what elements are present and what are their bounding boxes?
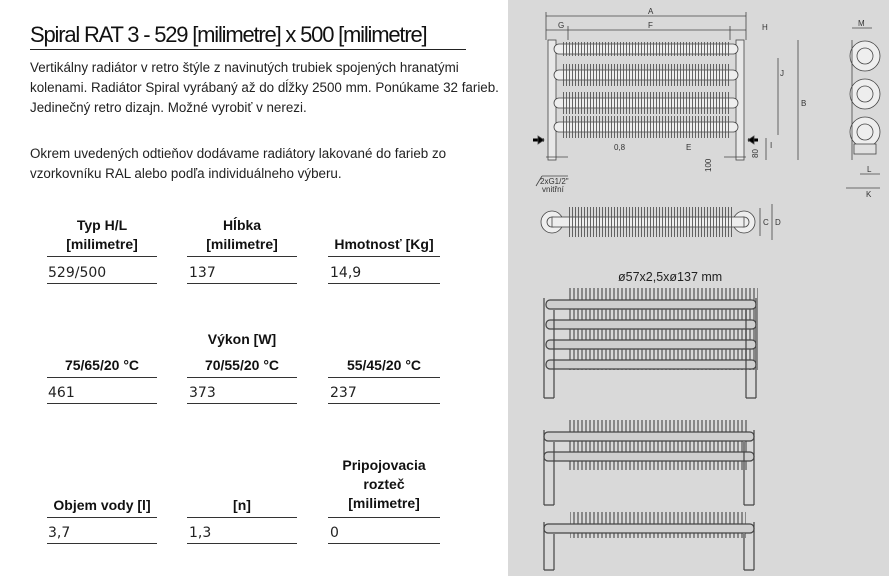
t3-value: 237 bbox=[330, 385, 357, 401]
tube-caption: ø57x2,5xø137 mm bbox=[618, 270, 723, 284]
hlbka-value-rule bbox=[187, 283, 297, 284]
hlbka-header-line1: Hĺbka bbox=[222, 217, 262, 233]
objem-header: Objem vody [l] bbox=[53, 497, 151, 513]
title-underline bbox=[30, 49, 466, 50]
objem-value-rule bbox=[47, 543, 157, 544]
typ-value: 529/500 bbox=[48, 265, 107, 281]
roztec-header bbox=[328, 456, 440, 513]
dim-c-label: C bbox=[763, 218, 769, 227]
t1-header-rule bbox=[47, 377, 157, 378]
dim-e-label: E bbox=[686, 143, 692, 152]
thread-label: 2xG1/2" bbox=[540, 177, 569, 186]
n-header: [n] bbox=[233, 497, 251, 513]
t3-header-rule bbox=[328, 377, 440, 378]
t3-header: 55/45/20 °C bbox=[346, 357, 422, 373]
vykon-header: Výkon [W] bbox=[207, 331, 277, 347]
description-ral: Okrem uvedených odtieňov dodávame radiátory lakované do farieb zo vzorkovníku RAL alebo podľa individuálneho výberu. bbox=[30, 146, 447, 181]
height-100-label: 100 bbox=[704, 158, 713, 172]
roztec-value: 0 bbox=[330, 525, 339, 541]
roztec-value-rule bbox=[328, 543, 440, 544]
hlbka-header-line2: [milimetre] bbox=[206, 236, 278, 252]
typ-header-rule bbox=[47, 256, 157, 257]
t2-header: 70/55/20 °C bbox=[204, 357, 280, 373]
t2-value: 373 bbox=[189, 385, 216, 401]
plan-view bbox=[541, 204, 772, 240]
dim-f-label: F bbox=[648, 21, 653, 30]
hmotnost-value: 14,9 bbox=[330, 265, 362, 281]
dim-a-label: A bbox=[648, 7, 654, 16]
hmotnost-header-rule bbox=[328, 256, 440, 257]
gap-label: 0,8 bbox=[614, 143, 626, 152]
n-value: 1,3 bbox=[189, 525, 212, 541]
dim-g-label: G bbox=[558, 21, 565, 30]
dim-i-label: I bbox=[770, 141, 773, 150]
t1-header: 75/65/20 °C bbox=[64, 357, 140, 373]
technical-drawing bbox=[508, 0, 889, 576]
t1-value: 461 bbox=[48, 385, 75, 401]
dim-m-label: M bbox=[858, 19, 865, 28]
dim-b-label: B bbox=[801, 99, 807, 108]
n-header-rule bbox=[187, 517, 297, 518]
objem-value: 3,7 bbox=[48, 525, 71, 541]
objem-header-rule bbox=[47, 517, 157, 518]
dim-l-label: L bbox=[867, 165, 872, 174]
typ-header-line2: [milimetre] bbox=[66, 236, 138, 252]
typ-value-rule bbox=[47, 283, 157, 284]
roztec-header-line2: rozteč bbox=[363, 476, 405, 492]
roztec-header-line1: Pripojovacia bbox=[342, 457, 426, 473]
t1-value-rule bbox=[47, 403, 157, 404]
hlbka-header bbox=[187, 216, 297, 254]
roztec-header-line3: [milimetre] bbox=[348, 495, 420, 511]
n-value-rule bbox=[187, 543, 297, 544]
hmotnost-header: Hmotnosť [Kg] bbox=[334, 236, 434, 252]
technical-drawing-panel bbox=[508, 0, 889, 576]
thread-label-2: vnitřní bbox=[542, 185, 564, 194]
radiator-photo-medium bbox=[544, 420, 754, 505]
height-80-label: 80 bbox=[751, 149, 760, 158]
dim-k-label: K bbox=[866, 190, 872, 199]
typ-header-line1: Typ H/L bbox=[76, 217, 128, 233]
description: Vertikálny radiátor v retro štýle z navinutých trubiek spojených hranatými kolenami. Radiátor Spiral vyrábaný až do dĺžky 2500 mm. Ponúkame 32 farieb. Jedinečný retro dizajn. Možné vyrobiť v nerezi. bbox=[30, 60, 499, 115]
t2-header-rule bbox=[187, 377, 297, 378]
side-view bbox=[846, 28, 880, 188]
dim-j-label: J bbox=[780, 69, 784, 78]
hlbka-value: 137 bbox=[189, 265, 216, 281]
radiator-photo-large bbox=[544, 288, 758, 398]
hlbka-header-rule bbox=[187, 256, 297, 257]
dim-h-label: H bbox=[762, 23, 768, 32]
t2-value-rule bbox=[187, 403, 297, 404]
front-elevation bbox=[533, 12, 798, 186]
hmotnost-value-rule bbox=[328, 283, 440, 284]
roztec-header-rule bbox=[328, 517, 440, 518]
product-title: Spiral RAT 3 - 529 [milimetre] x 500 [milimetre] bbox=[30, 22, 427, 47]
t3-value-rule bbox=[328, 403, 440, 404]
dim-d-label: D bbox=[775, 218, 781, 227]
radiator-photo-small bbox=[544, 512, 754, 570]
typ-header bbox=[47, 216, 157, 254]
